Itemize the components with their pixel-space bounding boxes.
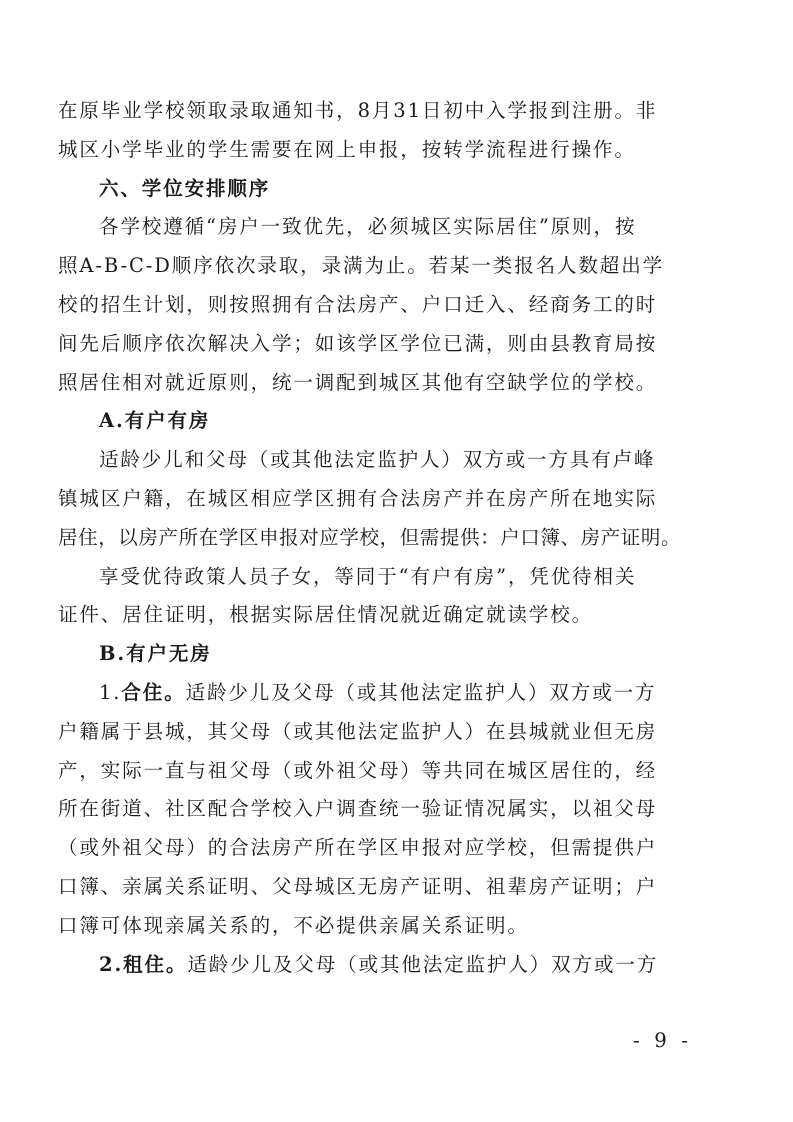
paragraph-line: 适龄少儿和父母（或其他法定监护人）双方或一方具有卢峰	[99, 448, 656, 472]
paragraph-line: 间先后顺序依次解决入学；如该学区学位已满，则由县教育局按	[58, 331, 658, 355]
paragraph-line: 在原毕业学校领取录取通知书，8月31日初中入学报到注册。非	[58, 99, 658, 122]
paragraph-line: 口簿、亲属关系证明、父母城区无房产证明、祖辈房产证明；户	[58, 874, 658, 898]
subsection-heading: B.有户无房	[99, 642, 212, 666]
paragraph-line	[58, 674, 688, 713]
subsection-heading: A.有户有房	[99, 409, 211, 433]
item-number: 1.	[99, 680, 122, 704]
paragraph-line: （或外祖父母）的合法房产所在学区申报对应学校，但需提供户	[58, 836, 658, 860]
paragraph-line: 享受优待政策人员子女，等同于“有户有房”，凭优待相关	[99, 564, 637, 588]
paragraph-line: 户籍属于县城，其父母（或其他法定监护人）在县城就业但无房	[58, 719, 658, 743]
item-title: 合住。	[121, 680, 186, 704]
paragraph-line: 镇城区户籍，在城区相应学区拥有合法房产并在房产所在地实际	[58, 486, 658, 510]
page-number: - 9 -	[633, 1028, 692, 1052]
paragraph-line: 产，实际一直与祖父母（或外祖父母）等共同在城区居住的，经	[58, 758, 658, 782]
item-text: 适龄少儿及父母（或其他法定监护人）双方或一方	[187, 952, 659, 976]
paragraph-line: 所在街道、社区配合学校入户调查统一验证情况属实，以祖父母	[58, 797, 658, 821]
item-text: 适龄少儿及父母（或其他法定监护人）双方或一方	[185, 680, 657, 704]
document-body	[58, 92, 688, 984]
section-heading: 六、学位安排顺序	[99, 176, 271, 200]
item-title: 2.租住。	[99, 952, 188, 976]
paragraph-line: 照居住相对就近原则，统一调配到城区其他有空缺学位的学校。	[58, 370, 658, 394]
paragraph-line: 城区小学毕业的学生需要在网上申报，按转学流程进行操作。	[58, 137, 636, 161]
paragraph-line: 证件、居住证明，根据实际居住情况就近确定就读学校。	[58, 603, 594, 627]
paragraph-line: 各学校遵循“房户一致优先，必须城区实际居住”原则，按	[99, 215, 637, 239]
paragraph-line: 校的招生计划，则按照拥有合法房产、户口迁入、经商务工的时	[58, 292, 658, 316]
paragraph-line: 口簿可体现亲属关系的，不必提供亲属关系证明。	[58, 913, 529, 937]
paragraph-line	[58, 946, 688, 985]
paragraph-line: 居住，以房产所在学区申报对应学校，但需提供：户口簿、房产证明。	[58, 525, 682, 549]
paragraph-line: 照A-B-C-D顺序依次录取，录满为止。若某一类报名人数超出学	[58, 254, 664, 278]
